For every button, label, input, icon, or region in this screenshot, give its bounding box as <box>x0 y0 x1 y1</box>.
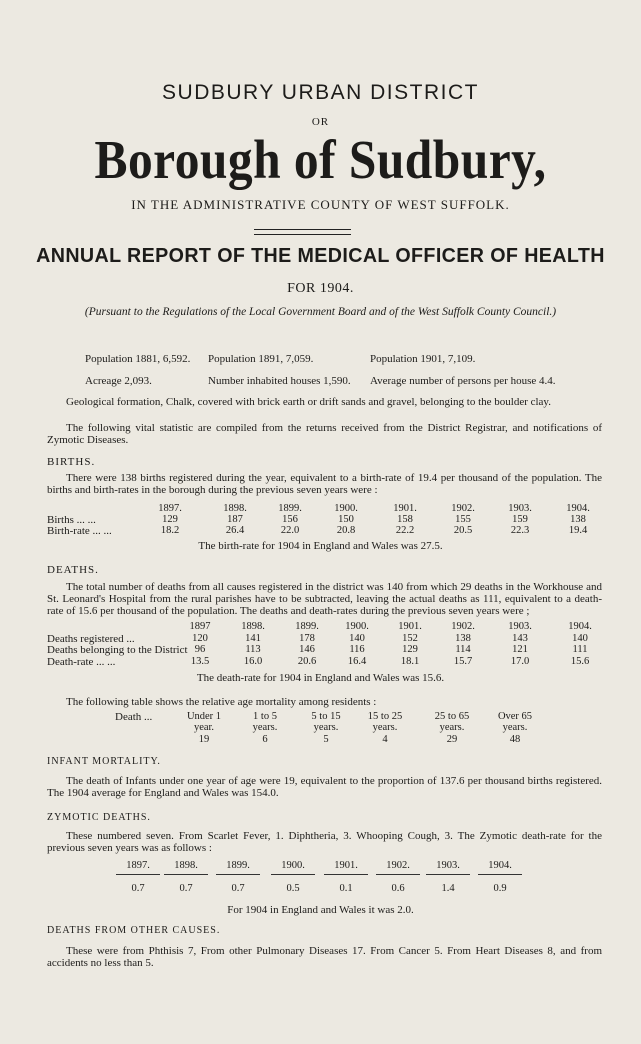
deaths-year-header: 1902. <box>451 621 475 632</box>
births-cell: 22.0 <box>280 525 300 536</box>
deaths-cell: 111 <box>572 644 588 655</box>
deaths-cell: 120 <box>192 632 208 644</box>
deaths-year-header: 1904. <box>568 621 592 632</box>
age-col-unit: years. <box>439 722 465 733</box>
infant-heading: INFANT MORTALITY. <box>47 756 161 767</box>
population-1901: Population 1901, 7,109. <box>370 353 476 365</box>
deaths-cell: 152 <box>402 632 418 644</box>
age-col-header: Over 65 <box>497 711 533 722</box>
age-cell: 29 <box>446 734 458 745</box>
births-year-header: 1904. <box>566 503 590 514</box>
deaths-heading: DEATHS. <box>47 564 99 576</box>
births-year-header: 1901. <box>393 503 417 514</box>
births-row-label: Births ... ... <box>47 514 96 526</box>
population-1891: Population 1891, 7,059. <box>208 353 314 365</box>
births-cell: 129 <box>162 514 178 525</box>
deaths-row-label: Deaths belonging to the District <box>47 644 188 656</box>
acreage: Acreage 2,093. <box>85 375 152 387</box>
births-year-header: 1902. <box>451 503 475 514</box>
intro-paragraph: The following vital statistic are compiled from the returns received from the District Registrar, and notifications of Zymotic Diseases. <box>47 422 602 446</box>
district-title: SUDBURY URBAN DISTRICT <box>162 81 479 104</box>
borough-title: Borough of Sudbury, <box>94 129 547 190</box>
deaths-cell: 96 <box>194 644 206 655</box>
births-cell: 158 <box>397 514 413 525</box>
report-title: ANNUAL REPORT OF THE MEDICAL OFFICER OF HEALTH <box>36 244 605 267</box>
zymotic-note: For 1904 in England and Wales it was 2.0. <box>227 904 414 916</box>
deaths-cell: 140 <box>349 632 365 644</box>
persons-per-house: Average number of persons per house 4.4. <box>370 375 556 387</box>
age-col-header: 5 to 15 <box>311 711 341 722</box>
age-col-header: 1 to 5 <box>253 711 277 722</box>
age-cell: 19 <box>198 734 210 745</box>
deaths-cell: 16.4 <box>347 655 367 667</box>
births-cell: 150 <box>338 514 354 525</box>
age-table-intro: The following table shows the relative age mortality among residents : <box>66 696 377 708</box>
births-cell: 19.4 <box>568 525 588 536</box>
deaths-cell: 178 <box>299 632 315 644</box>
deaths-cell: 121 <box>512 644 528 655</box>
zymotic-year-header: 1902. <box>376 860 420 875</box>
births-year-header: 1897. <box>158 503 182 514</box>
geology: Geological formation, Chalk, covered with brick earth or drift sands and gravel, belonging to the boulder clay. <box>66 396 551 408</box>
age-col-unit: years. <box>313 722 339 733</box>
other-causes-paragraph: These were from Phthisis 7, From other Pulmonary Diseases 17. From Cancer 5. From Heart Diseases 8, and from accidents no less than 5. <box>47 945 602 969</box>
deaths-year-header: 1900. <box>345 621 369 632</box>
births-cell: 26.4 <box>225 525 245 536</box>
births-cell: 155 <box>455 514 471 525</box>
deaths-year-header: 1899. <box>295 621 319 632</box>
births-paragraph: There were 138 births registered during the year, equivalent to a birth-rate of 19.4 per thousand of the population. The births and birth-rates in the borough during the previous seven years were : <box>47 472 602 496</box>
zymotic-cell: 0.9 <box>493 883 507 894</box>
age-cell: 4 <box>382 734 388 745</box>
zymotic-cell: 0.6 <box>391 883 405 894</box>
births-cell: 159 <box>512 514 528 525</box>
births-cell: 22.2 <box>395 525 415 536</box>
zymotic-year-header: 1899. <box>216 860 260 875</box>
births-cell: 18.2 <box>160 525 180 536</box>
age-col-unit: year. <box>193 722 215 733</box>
births-year-header: 1898. <box>223 503 247 514</box>
deaths-year-header: 1898. <box>241 621 265 632</box>
deaths-row-label: Deaths registered ... <box>47 632 135 645</box>
deaths-note: The death-rate for 1904 in England and Wales was 15.6. <box>196 672 445 684</box>
zymotic-cell: 0.5 <box>286 883 300 894</box>
zymotic-heading: ZYMOTIC DEATHS. <box>47 812 151 823</box>
inhabited-houses: Number inhabited houses 1,590. <box>208 375 351 387</box>
deaths-cell: 143 <box>512 632 528 644</box>
deaths-cell: 129 <box>402 644 418 655</box>
infant-paragraph: The death of Infants under one year of age were 19, equivalent to the proportion of 137.6 per thousand births registered. The 1904 average for England and Wales was 154.0. <box>47 775 602 799</box>
deaths-cell: 113 <box>245 644 261 655</box>
births-cell: 156 <box>282 514 298 525</box>
deaths-cell: 15.6 <box>570 655 590 667</box>
births-cell: 138 <box>570 514 586 525</box>
deaths-row-label: Death-rate ... ... <box>47 655 116 668</box>
zymotic-cell: 0.7 <box>231 883 245 894</box>
births-note: The birth-rate for 1904 in England and Wales was 27.5. <box>198 540 443 552</box>
deaths-cell: 15.7 <box>453 655 473 667</box>
deaths-cell: 140 <box>572 632 588 644</box>
deaths-cell: 146 <box>299 644 315 655</box>
zymotic-year-header: 1901. <box>324 860 368 875</box>
deaths-cell: 18.1 <box>400 655 420 667</box>
births-cell: 22.3 <box>510 525 530 536</box>
births-cell: 187 <box>227 514 243 525</box>
pursuant-note: (Pursuant to the Regulations of the Local Government Board and of the West Suffolk County Council.) <box>84 306 557 318</box>
deaths-year-header: 1903. <box>508 621 532 632</box>
other-causes-heading: DEATHS FROM OTHER CAUSES. <box>47 925 221 936</box>
births-heading: BIRTHS. <box>47 456 96 468</box>
deaths-cell: 141 <box>245 632 261 644</box>
age-col-unit: years. <box>502 722 528 733</box>
age-row-label: Death ... <box>115 711 153 723</box>
county-subtitle: IN THE ADMINISTRATIVE COUNTY OF WEST SUFFOLK. <box>131 197 510 212</box>
zymotic-cell: 1.4 <box>441 883 455 894</box>
zymotic-year-header: 1897. <box>116 860 160 875</box>
age-col-header: 15 to 25 <box>367 711 403 722</box>
age-col-unit: years. <box>252 722 278 733</box>
deaths-cell: 138 <box>455 632 471 644</box>
zymotic-cell: 0.7 <box>131 883 145 894</box>
births-year-header: 1903. <box>508 503 532 514</box>
age-cell: 48 <box>509 734 521 745</box>
age-col-header: Under 1 <box>186 711 222 722</box>
report-year: FOR 1904. <box>287 281 354 296</box>
births-cell: 20.8 <box>336 525 356 536</box>
deaths-year-header: 1901. <box>398 621 422 632</box>
zymotic-year-header: 1898. <box>164 860 208 875</box>
zymotic-paragraph: These numbered seven. From Scarlet Fever, 1. Diphtheria, 3. Whooping Cough, 3. The Zymotic death-rate for the previous seven years was as follows : <box>47 830 602 854</box>
births-cell: 20.5 <box>453 525 473 536</box>
zymotic-year-header: 1904. <box>478 860 522 875</box>
deaths-cell: 13.5 <box>190 655 210 667</box>
or-label: OR <box>311 116 330 128</box>
deaths-cell: 116 <box>349 644 365 655</box>
births-row-label: Birth-rate ... ... <box>47 525 112 537</box>
deaths-cell: 17.0 <box>510 655 530 667</box>
zymotic-cell: 0.7 <box>179 883 193 894</box>
zymotic-year-header: 1900. <box>271 860 315 875</box>
zymotic-cell: 0.1 <box>339 883 353 894</box>
deaths-year-header: 1897 <box>189 621 211 632</box>
births-year-header: 1899. <box>278 503 302 514</box>
births-year-header: 1900. <box>334 503 358 514</box>
deaths-cell: 114 <box>455 644 471 655</box>
deaths-cell: 16.0 <box>243 655 263 667</box>
zymotic-year-header: 1903. <box>426 860 470 875</box>
age-col-unit: years. <box>372 722 398 733</box>
deaths-cell: 20.6 <box>297 655 317 667</box>
age-cell: 6 <box>262 734 268 745</box>
double-rule-divider <box>254 229 351 235</box>
deaths-paragraph: The total number of deaths from all causes registered in the district was 140 from which 29 deaths in the Workhouse and St. Leonard's Hospital from the rural parishes have to be subtracted, leaving the actual deaths as 111, equivalent to a death-rate of 15.6 per thousand of the population. The deaths and death-rates during the previous seven years were ; <box>47 581 602 617</box>
age-cell: 5 <box>323 734 329 745</box>
age-col-header: 25 to 65 <box>434 711 470 722</box>
population-1881: Population 1881, 6,592. <box>85 353 191 365</box>
